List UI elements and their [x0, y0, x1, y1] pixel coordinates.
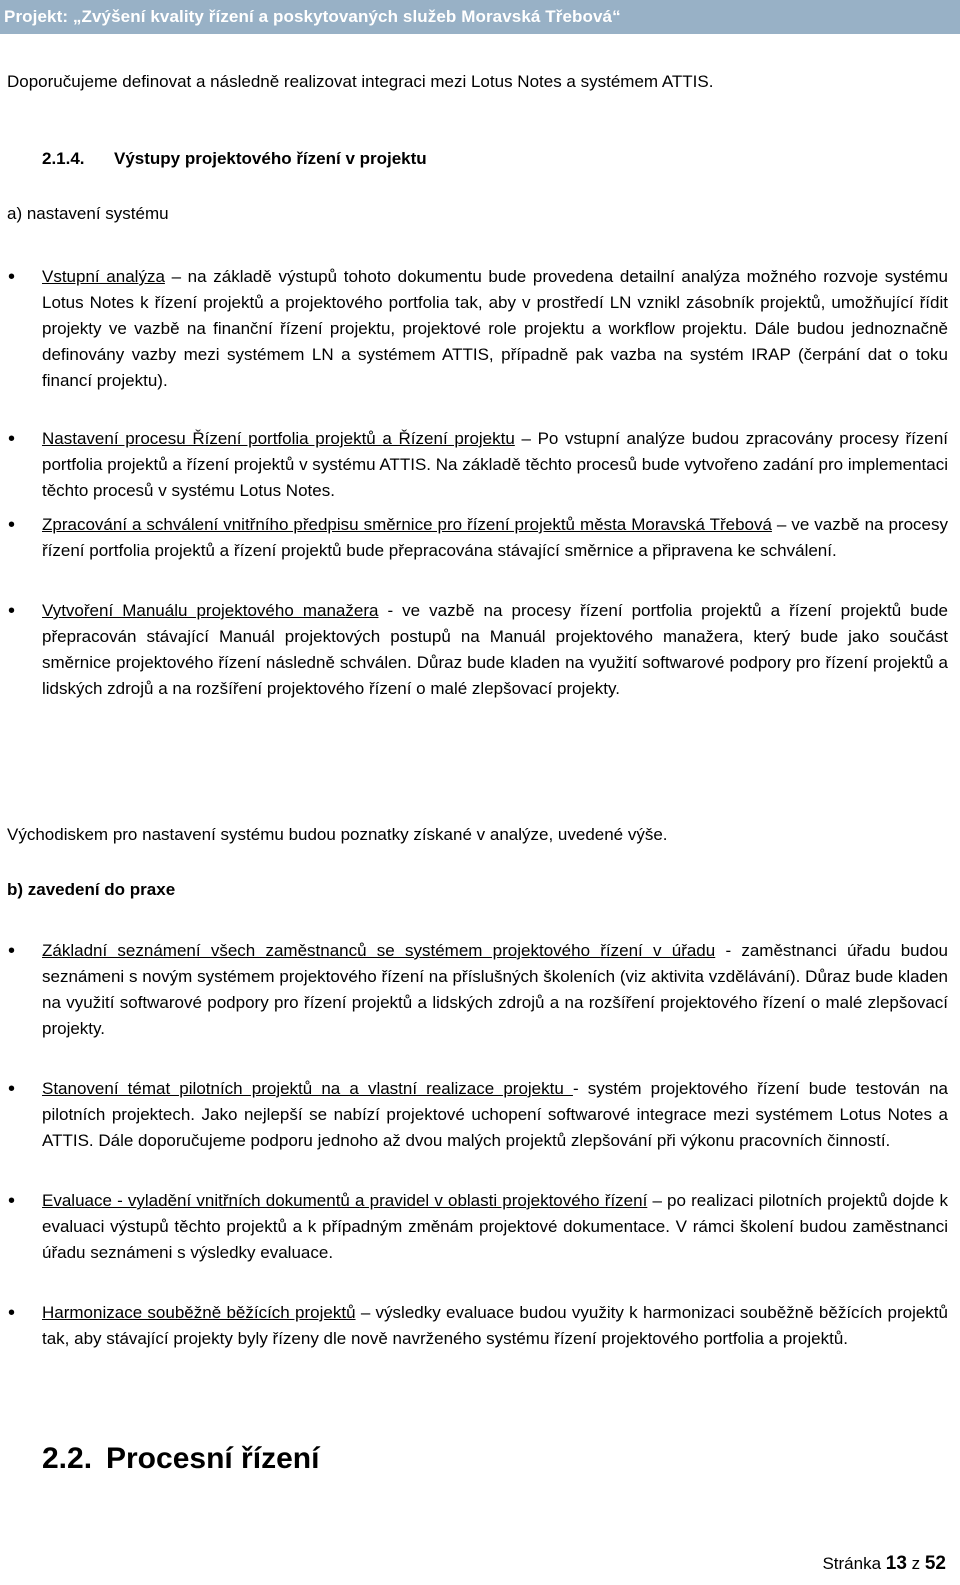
list-item-text: – po realizaci pilotních projektů dojde k evaluaci výstupů těchto projektů a k případným změnám projektové dokumentace. V rámci školení budou zaměstnanci úřadu seznámeni s výsledky evaluace.: [42, 1191, 948, 1262]
list-item-text: – ve vazbě na procesy řízení portfolia projektů a řízení projektů bude přepracována stávající směrnice a připravena ke schválení.: [42, 515, 949, 560]
list-item: [42, 1076, 948, 1154]
list-item: [42, 1300, 948, 1352]
list-item: [42, 1188, 948, 1266]
list-item-title: Nastavení procesu Řízení portfolia projektů a Řízení projektu: [42, 429, 515, 448]
section-heading-2-2: [42, 1442, 319, 1476]
document-header: Projekt: „Zvýšení kvality řízení a poskytovaných služeb Moravská Třebová“: [0, 0, 960, 34]
list-item-title: Harmonizace souběžně běžících projektů: [42, 1303, 356, 1322]
list-item: [42, 512, 948, 564]
subsection-b-list: [0, 938, 948, 1352]
list-item-title: Evaluace - vyladění vnitřních dokumentů a pravidel v oblasti projektového řízení: [42, 1191, 648, 1210]
list-item-text: – na základě výstupů tohoto dokumentu bude provedena detailní analýza možného rozvoje systému Lotus Notes k řízení projektů a projektového portfolia tak, aby v prostředí LN vznikl zásobník projektů, umožňující řídit projekty ve vazbě na finanční řízení projektu, projektové role projektu a workflow projektu. Dále budou jednoznačně definovány vazby mezi systémem LN a systémem ATTIS, případně pak vazba na systém IRAP (čerpání dat o toku financí projektu).: [42, 267, 948, 390]
list-item: [42, 938, 948, 1042]
list-item-text: – Po vstupní analýze budou zpracovány procesy řízení portfolia projektů a řízení projektů v systému ATTIS. Na základě těchto procesů bude vytvořeno zadání pro implementaci těchto procesů v systému Lotus Notes.: [42, 429, 948, 500]
page-total: 52: [924, 1553, 946, 1574]
subsection-a-heading: a) nastavení systému: [7, 204, 169, 223]
subsection-b-heading: b) zavedení do praxe: [7, 880, 176, 899]
list-item-text: – výsledky evaluace budou využity k harmonizaci souběžně běžících projektů tak, aby stávající projekty byly řízeny dle nově navrženého systému řízení projektového portfolia a projektů.: [42, 1303, 948, 1348]
section-heading-2-1-4: [42, 149, 427, 169]
section-number: 2.2.: [42, 1442, 93, 1475]
page-label: Stránka: [822, 1554, 886, 1573]
section-title: Výstupy projektového řízení v projektu: [114, 149, 427, 168]
section-number: 2.1.4.: [42, 149, 85, 168]
list-item-title: Zpracování a schválení vnitřního předpisu směrnice pro řízení projektů města Moravská Třebová: [42, 515, 772, 534]
list-item-title: Vytvoření Manuálu projektového manažera: [42, 601, 379, 620]
list-item: [42, 264, 948, 394]
list-item: [42, 426, 948, 504]
list-item-text: - ve vazbě na procesy řízení portfolia projektů a řízení projektů bude přepracován stávající Manuál projektových postupů na Manuál projektového manažera, který bude jako součást směrnice projektového řízení následně schválen. Důraz bude kladen na využití softwarové podpory pro řízení projektů a lidských zdrojů a na rozšíření projektového řízení o malé zlepšovací projekty.: [42, 601, 948, 698]
page-number: 13: [885, 1553, 907, 1574]
subsection-a-conclusion: Východiskem pro nastavení systému budou poznatky získané v analýze, uvedené výše.: [7, 825, 668, 844]
list-item: [42, 598, 948, 702]
list-item-title: Stanovení témat pilotních projektů na a vlastní realizace projektu: [42, 1079, 573, 1098]
list-item-text: - systém projektového řízení bude testován na pilotních projektech. Jako nejlepší se nabízí projektové uchopení softwarové integrace mezi systémem Lotus Notes a ATTIS. Dále doporučujeme podporu jednoho až dvou malých projektů zlepšování při výkonu pracovních činností.: [42, 1079, 948, 1150]
page-separator: z: [906, 1554, 925, 1573]
page-footer: [822, 1553, 946, 1575]
list-item-title: Vstupní analýza: [42, 267, 165, 286]
list-item-title: Základní seznámení všech zaměstnanců se systémem projektového řízení v úřadu: [42, 941, 716, 960]
intro-paragraph: Doporučujeme definovat a následně realizovat integraci mezi Lotus Notes a systémem ATTIS.: [7, 72, 714, 91]
subsection-a-list: [0, 264, 949, 702]
section-title: Procesní řízení: [106, 1442, 320, 1475]
list-item-text: - zaměstnanci úřadu budou seznámeni s novým systémem projektového řízení na příslušných školeních (viz aktivita vzdělávání). Důraz bude kladen na využití softwarové podpory pro řízení projektů a lidských zdrojů a na rozšíření projektového řízení o malé zlepšovací projekty.: [42, 941, 948, 1038]
